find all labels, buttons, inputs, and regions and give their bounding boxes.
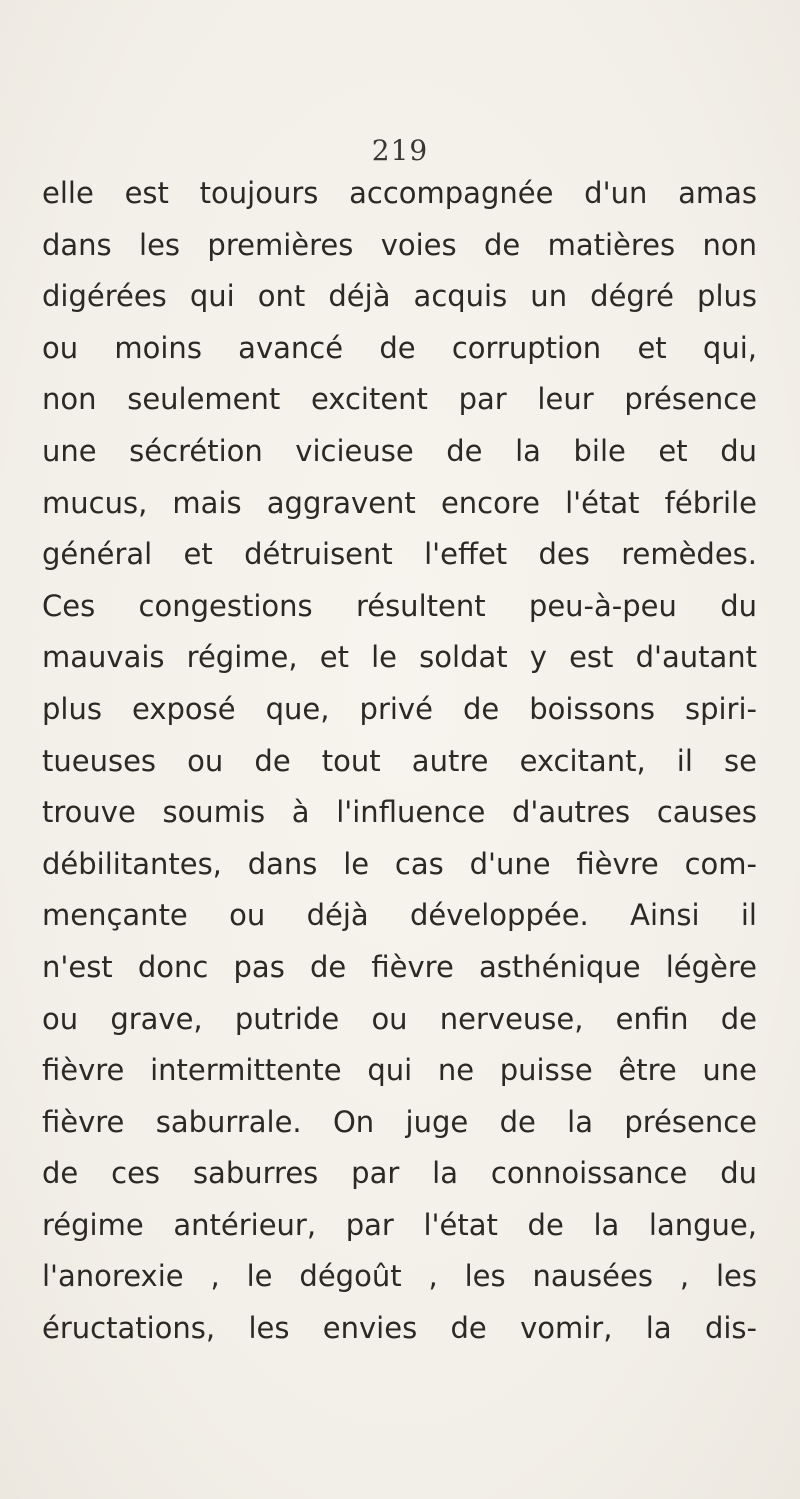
text-line-15: mençante ou déjà développée. Ainsi il [42,898,757,933]
text-line-3: digérées qui ont déjà acquis un dégré plus [42,279,757,314]
text-line-9: Ces congestions résultent peu-à-peu du [42,588,757,623]
text-line-13: trouve soumis à l'influence d'autres causes [42,795,757,830]
text-line-11: plus exposé que, privé de boissons spiri- [42,691,757,726]
text-line-18: fièvre intermittente qui ne puisse être une [42,1053,757,1088]
text-line-17: ou grave, putride ou nerveuse, enfin de [42,1001,757,1036]
text-line-21: régime antérieur, par l'état de la langue, [42,1207,757,1242]
body-text [42,168,757,1355]
text-line-4: ou moins avancé de corruption et qui, [42,330,757,365]
text-line-12: tueuses ou de tout autre excitant, il se [42,743,757,778]
text-line-8: général et détruisent l'effet des remèdes. [42,537,757,572]
text-line-5: non seulement excitent par leur présence [42,382,757,417]
text-line-22: l'anorexie , le dégoût , les nausées , les [42,1259,757,1294]
text-line-6: une sécrétion vicieuse de la bile et du [42,433,757,468]
text-line-23: éructations, les envies de vomir, la dis- [42,1311,757,1346]
text-line-20: de ces saburres par la connoissance du [42,1156,757,1191]
text-line-10: mauvais régime, et le soldat y est d'autant [42,640,757,675]
text-line-2: dans les premières voies de matières non [42,227,757,262]
text-line-14: débilitantes, dans le cas d'une fièvre com- [42,846,757,881]
text-line-16: n'est donc pas de fièvre asthénique légère [42,949,757,984]
text-line-19: fièvre saburrale. On juge de la présence [42,1104,757,1139]
text-line-7: mucus, mais aggravent encore l'état fébrile [42,485,757,520]
text-line-1: elle est toujours accompagnée d'un amas [42,176,757,210]
page-number: 219 [371,134,429,167]
